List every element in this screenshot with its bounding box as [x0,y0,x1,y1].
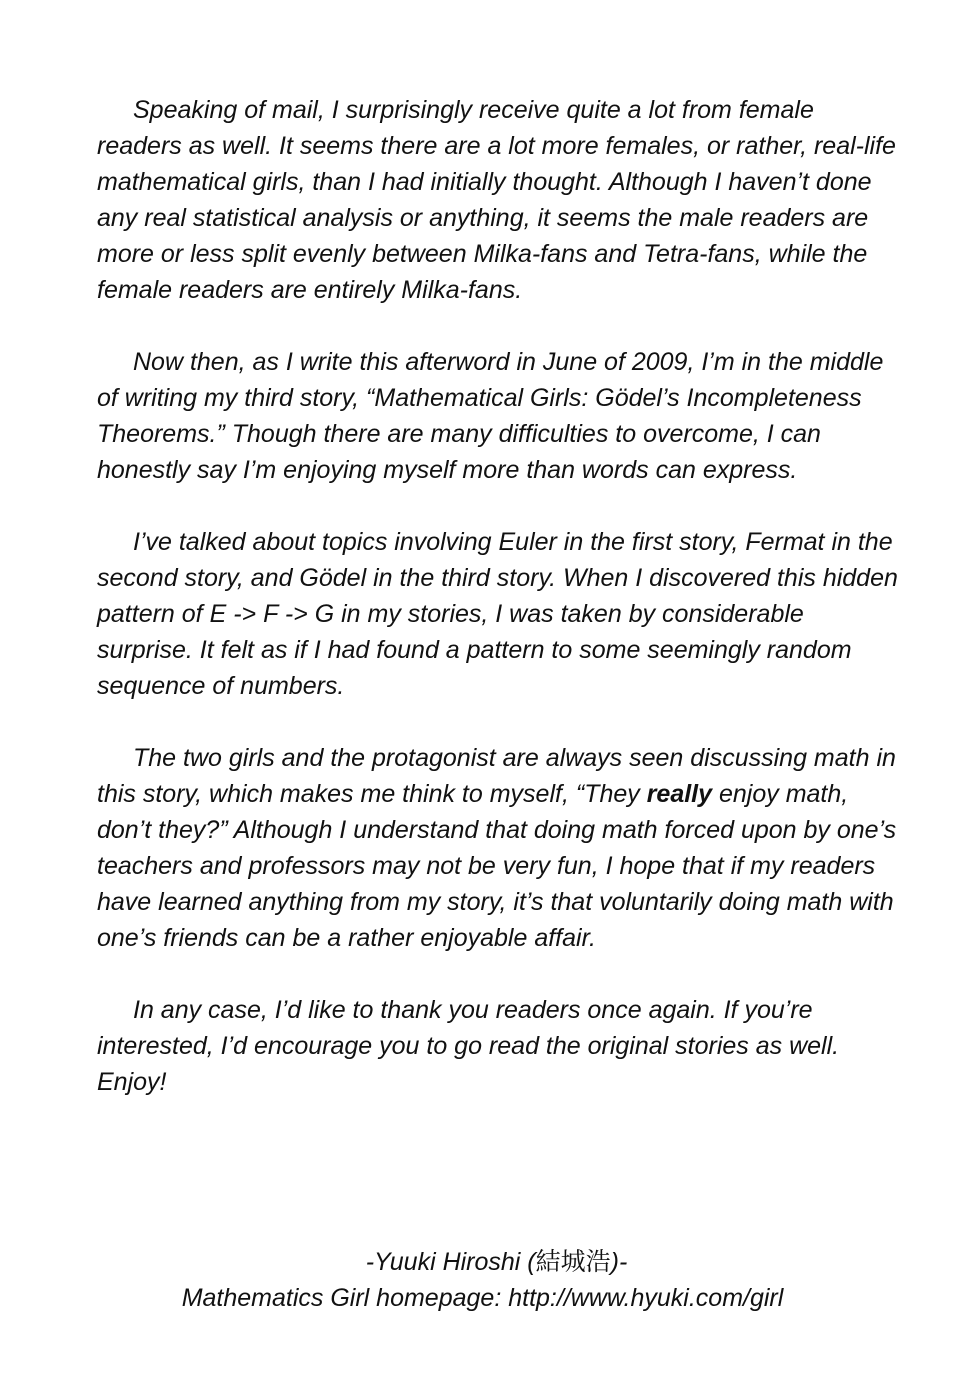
paragraph-third-story: Now then, as I write this afterword in June of 2009, I’m in the middle of writing my third story, “Mathematical Girls: Gödel’s Incompleteness Theorems.” Though there are many difficulties to overcome, I can honestly say I’m enjoying myself more than words can express. [97,348,884,484]
paragraph-enjoy-math [97,740,902,956]
author-prefix: -Yuuki Hiroshi ( [365,1248,536,1276]
paragraph-enjoy-math-after: enjoy math, don’t they?” Although I understand that doing math forced upon by one’s teachers and professors may not be very fun, I hope that if my readers have learned anything from my story, it’s that voluntarily doing math with one’s friends can be a rather enjoyable affair. [97,780,897,952]
paragraph-mail: Speaking of mail, I surprisingly receive quite a lot from female readers as well. It seems there are a lot more females, or rather, real-life mathematical girls, than I had initially thought. Although I haven’t done any real statistical analysis or anything, it seems the male readers are more or less split evenly between Milka-fans and Tetra-fans, while the female readers are entirely Milka-fans. [97,96,896,304]
author-kanji: 結城浩 [535,1247,611,1276]
homepage-line: Mathematics Girl homepage: http://www.hyuki.com/girl [181,1284,784,1312]
author-suffix: )- [610,1248,628,1276]
author-signature [0,1244,965,1280]
paragraph-thanks: In any case, I’d like to thank you readers once again. If you’re interested, I’d encourage you to go read the original stories as well. Enjoy! [97,996,840,1096]
paragraph-enjoy-math-before: The two girls and the protagonist are always seen discussing math in this story, which makes me think to myself, “They [97,744,896,808]
afterword-body [97,92,902,1136]
paragraph-pattern: I’ve talked about topics involving Euler in the first story, Fermat in the second story, and Gödel in the third story. When I discovered this hidden pattern of E -> F -> G in my stories, I was taken by considerable surprise. It felt as if I had found a pattern to some seemingly random sequence of numbers. [97,528,898,700]
emphasis-really: really [646,780,713,808]
signature-block [0,1244,965,1316]
